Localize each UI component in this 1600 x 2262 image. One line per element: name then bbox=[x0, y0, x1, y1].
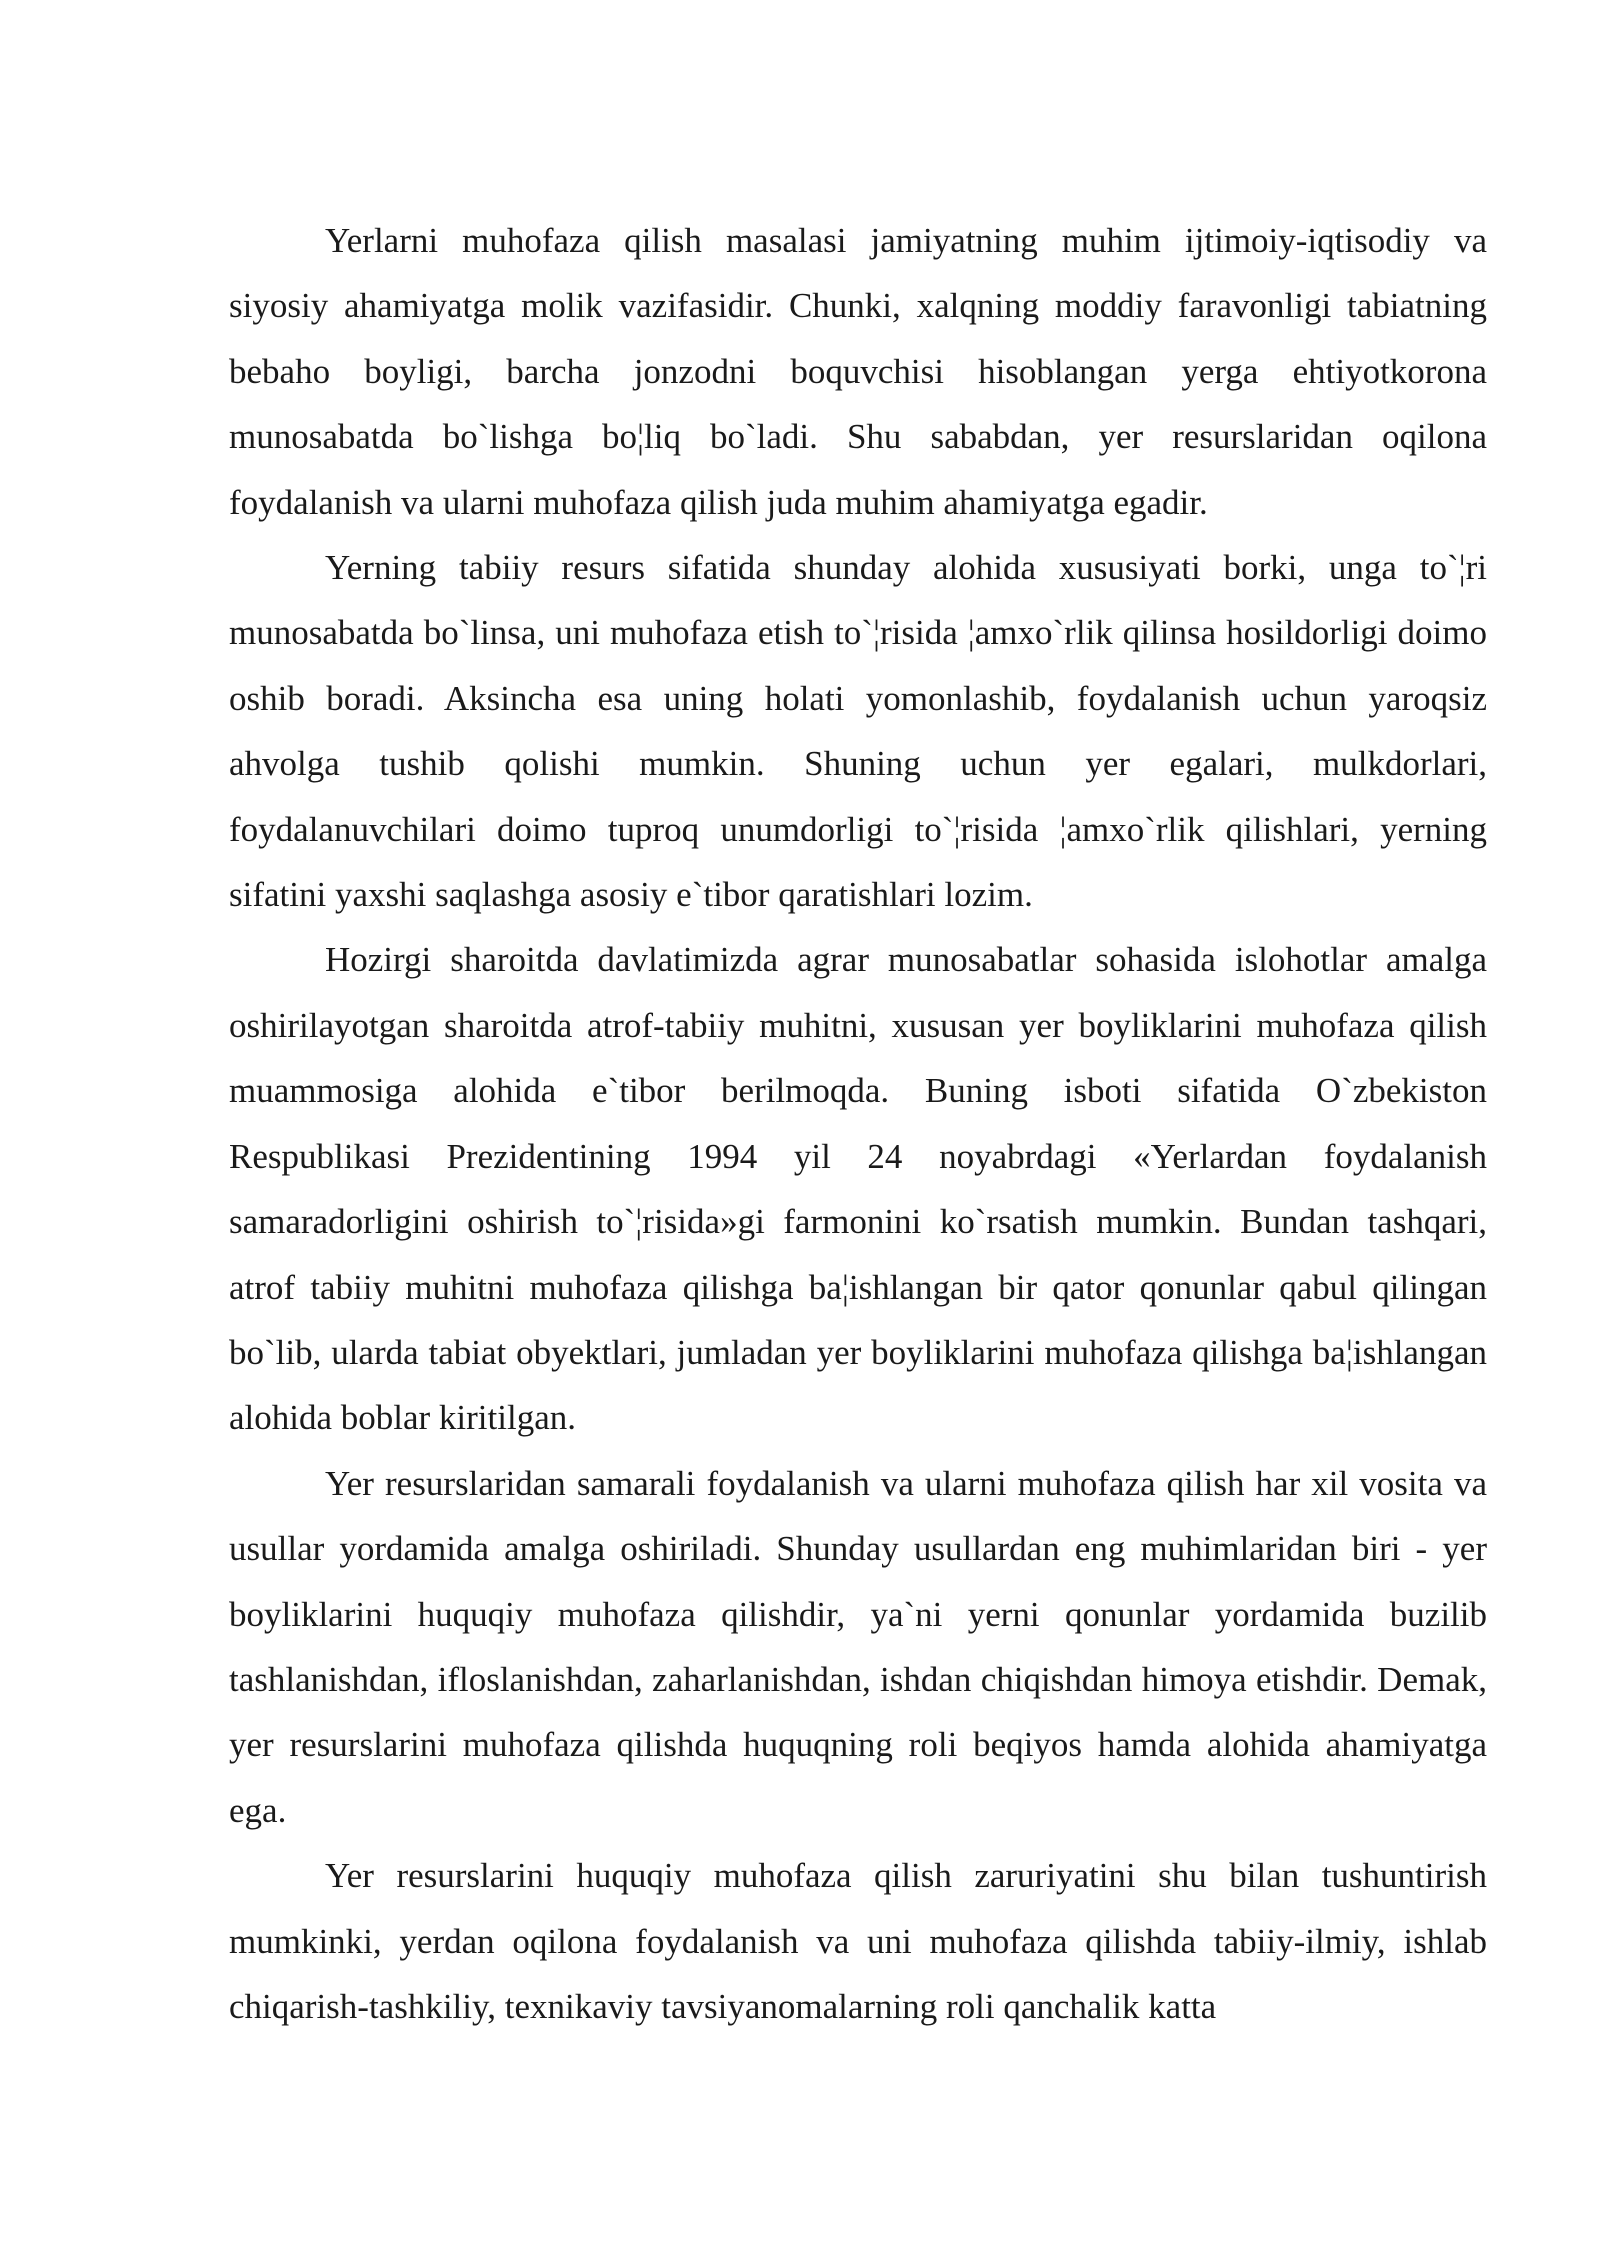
paragraph: Yer resurslaridan samarali foydalanish va ularni muhofaza qilish har xil vosita va usullar yordamida amalga oshiriladi. Shunday usullardan eng muhimlaridan biri - yer boyliklarini huquqiy muhofaza qilishdir, ya`ni yerni qonunlar yordamida buzilib tashlanishdan, ifloslanishdan, zaharlanishdan, ishdan chiqishdan himoya etishdir. Demak, yer resurslarini muhofaza qilishda huquqning roli beqiyos hamda alohida ahamiyatga ega. bbox=[229, 1463, 1487, 1830]
paragraph: Hozirgi sharoitda davlatimizda agrar munosabatlar sohasida islohotlar amalga oshirilayotgan sharoitda atrof-tabiiy muhitni, xususan yer boyliklarini muhofaza qilish muammosiga alohida e`tibor berilmoqda. Buning isboti sifatida O`zbekiston Respublikasi Prezidentining 1994 yil 24 noyabrdagi «Yerlardan foydalanish samaradorligini oshirish to`¦risida»gi farmonini ko`rsatish mumkin. Bundan tashqari, atrof tabiiy muhitni muhofaza qilishga ba¦ishlangan bir qator qonunlar qabul qilingan bo`lib, ularda tabiat obyektlari, jumladan yer boyliklarini muhofaza qilishga ba¦ishlangan alohida boblar kiritilgan. bbox=[229, 940, 1487, 1438]
paragraph: Yerlarni muhofaza qilish masalasi jamiyatning muhim ijtimoiy-iqtisodiy va siyosiy ahamiyatga molik vazifasidir. Chunki, xalqning moddiy faravonligi tabiatning bebaho boyligi, barcha jonzodni boquvchisi hisoblangan yerga ehtiyotkorona munosabatda bo`lishga bo¦liq bo`ladi. Shu sababdan, yer resurslaridan oqilona foydalanish va ularni muhofaza qilish juda muhim ahamiyatga egadir. bbox=[229, 221, 1487, 522]
document-body bbox=[229, 208, 1487, 2039]
paragraph: Yer resurslarini huquqiy muhofaza qilish zaruriyatini shu bilan tushuntirish mumkinki, yerdan oqilona foydalanish va uni muhofaza qilishda tabiiy-ilmiy, ishlab chiqarish-tashkiliy, texnikaviy tavsiyanomalarning roli qanchalik katta bbox=[229, 1856, 1487, 2026]
paragraph: Yerning tabiiy resurs sifatida shunday alohida xususiyati borki, unga to`¦ri munosabatda bo`linsa, uni muhofaza etish to`¦risida ¦amxo`rlik qilinsa hosildorligi doimo oshib boradi. Aksincha esa uning holati yomonlashib, foydalanish uchun yaroqsiz ahvolga tushib qolishi mumkin. Shuning uchun yer egalari, mulkdorlari, foydalanuvchilari doimo tuproq unumdorligi to`¦risida ¦amxo`rlik qilishlari, yerning sifatini yaxshi saqlashga asosiy e`tibor qaratishlari lozim. bbox=[229, 548, 1487, 915]
